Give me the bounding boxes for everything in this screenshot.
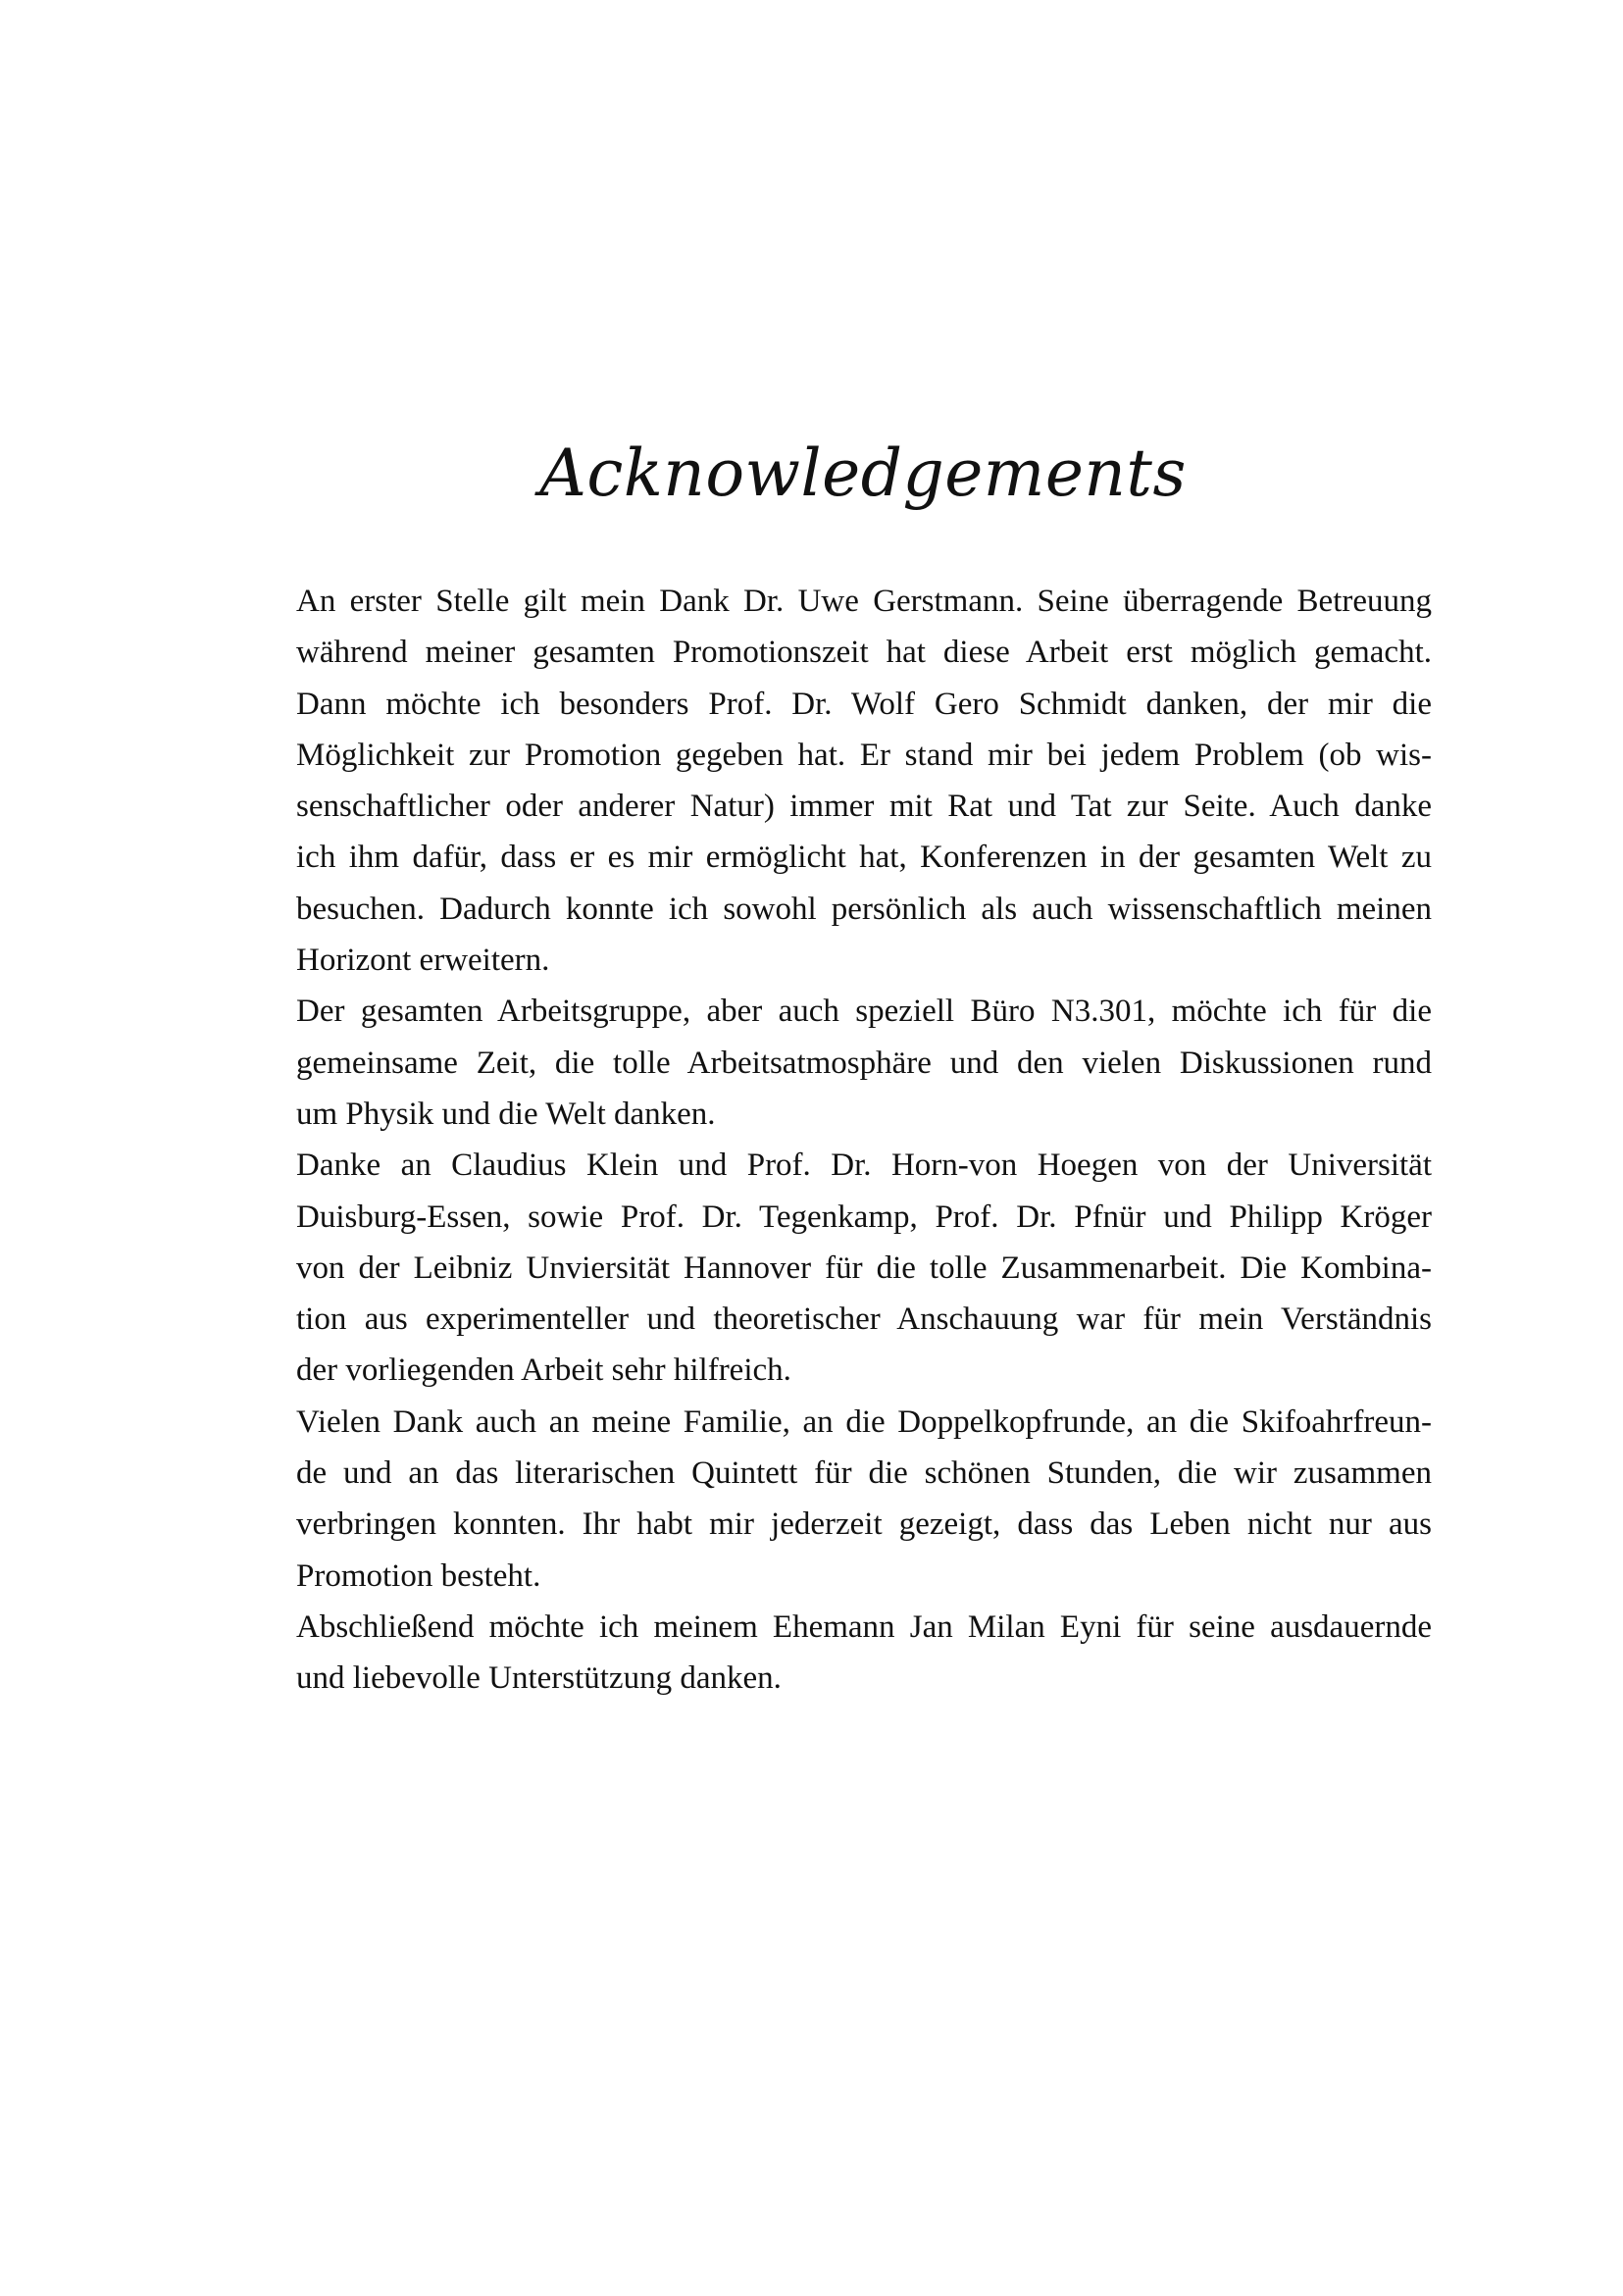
paragraph-collaborators xyxy=(296,1140,1432,1396)
text-line: senschaftlicher oder anderer Natur) immer mit Rat und Tat zur Seite. Auch danke xyxy=(296,789,1432,825)
text-line: Abschließend möchte ich meinem Ehemann Jan Milan Eyni für seine ausdauernde xyxy=(296,1608,1432,1645)
text-line: Der gesamten Arbeitsgruppe, aber auch speziell Büro N3.301, möchte ich für die xyxy=(296,994,1432,1030)
text-line: und liebevolle Unterstützung danken. xyxy=(296,1660,782,1697)
text-line: der vorliegenden Arbeit sehr hilfreich. xyxy=(296,1352,791,1389)
text-line: um Physik und die Welt danken. xyxy=(296,1096,716,1132)
text-line: Dann möchte ich besonders Prof. Dr. Wolf Gero Schmidt danken, der mir die xyxy=(296,686,1432,722)
text-line: An erster Stelle gilt mein Dank Dr. Uwe Gerstmann. Seine überragende Betreuung xyxy=(296,584,1432,619)
acknowledgements-body xyxy=(296,576,1432,1705)
text-line: Promotion besteht. xyxy=(296,1557,541,1594)
text-line: tion aus experimenteller und theoretischer Anschauung war für mein Verständnis xyxy=(296,1301,1432,1338)
text-line: von der Leibniz Unviersität Hannover für die tolle Zusammenarbeit. Die Kombina- xyxy=(296,1250,1432,1286)
paragraph-spouse xyxy=(296,1602,1432,1705)
text-line: Vielen Dank auch an meine Familie, an die Doppelkopfrunde, an die Skifoahrfreun- xyxy=(296,1403,1432,1440)
text-line: besuchen. Dadurch konnte ich sowohl persönlich als auch wissenschaftlich meinen xyxy=(296,891,1432,927)
page-title: Acknowledgements xyxy=(539,435,1187,511)
paragraph-supervisors xyxy=(296,576,1432,986)
text-line: Duisburg-Essen, sowie Prof. Dr. Tegenkamp, Prof. Dr. Pfnür und Philipp Kröger xyxy=(296,1199,1432,1235)
text-line: gemeinsame Zeit, die tolle Arbeitsatmosphäre und den vielen Diskussionen rund xyxy=(296,1045,1432,1081)
text-line: ich ihm dafür, dass er es mir ermöglicht hat, Konferenzen in der gesamten Welt zu xyxy=(296,840,1432,876)
paragraph-family xyxy=(296,1397,1432,1602)
text-line: Danke an Claudius Klein und Prof. Dr. Horn-von Hoegen von der Universität xyxy=(296,1148,1432,1184)
text-line: verbringen konnten. Ihr habt mir jederzeit gezeigt, dass das Leben nicht nur aus xyxy=(296,1506,1432,1543)
text-line: de und an das literarischen Quintett für die schönen Stunden, die wir zusammen xyxy=(296,1455,1432,1492)
text-line: Möglichkeit zur Promotion gegeben hat. Er stand mir bei jedem Problem (ob wis- xyxy=(296,737,1432,773)
text-line: während meiner gesamten Promotionszeit hat diese Arbeit erst möglich gemacht. xyxy=(296,635,1432,671)
paragraph-workgroup xyxy=(296,986,1432,1140)
text-line: Horizont erweitern. xyxy=(296,943,550,979)
